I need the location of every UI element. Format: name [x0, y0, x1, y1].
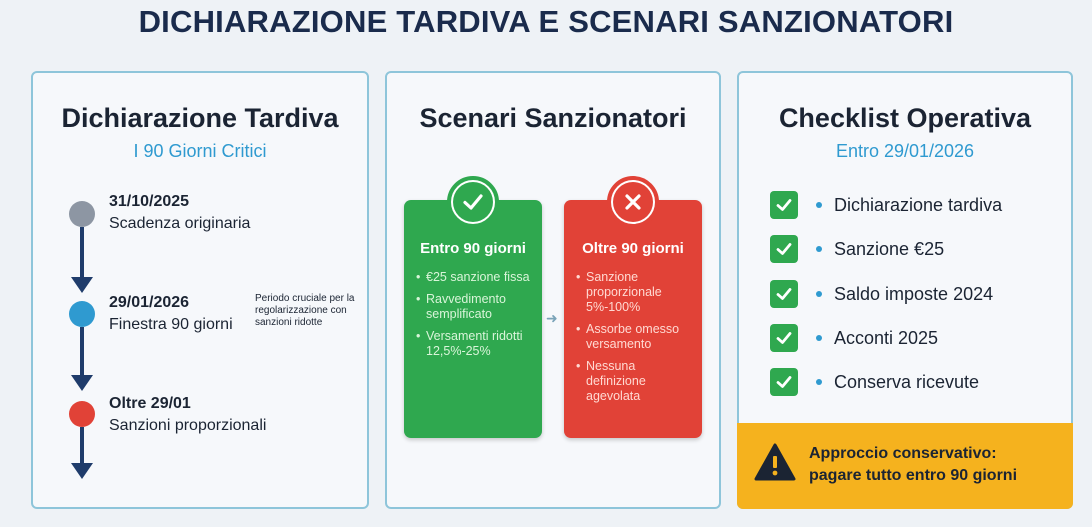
list-item: • Ravvedimento semplificato	[416, 292, 534, 322]
timeline-label: Sanzioni proporzionali	[109, 417, 267, 434]
checklist-label: Acconti 2025	[834, 327, 939, 348]
timeline-note: Periodo cruciale per la regolarizzazione con sanzioni ridotte	[255, 293, 355, 328]
panel-operative-checklist	[737, 71, 1073, 509]
scenario-list	[576, 270, 694, 411]
checkbox-checked-icon	[770, 368, 798, 396]
timeline-label: Finestra 90 giorni	[109, 316, 233, 333]
list-item: • Nessuna definizione agevolata	[576, 359, 694, 404]
panel-title: Dichiarazione Tardiva	[61, 103, 339, 133]
timeline-label: Scadenza originaria	[109, 215, 251, 232]
timeline-connector	[80, 327, 84, 377]
scenario-title: Oltre 90 giorni	[582, 240, 684, 257]
right-arrow-icon: ➜	[546, 310, 558, 326]
checklist-label: Dichiarazione tardiva	[834, 194, 1003, 215]
checklist-label: Conserva ricevute	[834, 371, 980, 392]
checkbox-checked-icon	[770, 191, 798, 219]
panel-sanction-scenarios	[385, 71, 721, 509]
checklist-item	[770, 279, 993, 309]
checkbox-checked-icon	[770, 235, 798, 263]
warning-banner	[737, 423, 1073, 509]
warning-text	[809, 443, 1059, 487]
scenario-title: Entro 90 giorni	[420, 240, 526, 257]
checklist-item	[770, 190, 1002, 220]
down-arrow-icon	[71, 277, 93, 293]
list-item: • Sanzione proporzionale 5%-100%	[576, 270, 694, 315]
bullet-icon	[816, 291, 822, 297]
close-badge	[607, 176, 659, 228]
timeline-date: 31/10/2025	[109, 193, 190, 210]
timeline-connector	[80, 427, 84, 467]
page-title: DICHIARAZIONE TARDIVA E SCENARI SANZIONATORI	[138, 4, 954, 39]
down-arrow-icon	[71, 375, 93, 391]
warning-line: pagare tutto entro 90 giorni	[809, 467, 1018, 484]
timeline-dot-red	[69, 401, 95, 427]
list-item: • Assorbe omesso versamento	[576, 322, 694, 352]
checklist-item	[770, 323, 938, 353]
timeline-dot-blue	[69, 301, 95, 327]
panel-title: Scenari Sanzionatori	[419, 103, 687, 133]
bullet-icon	[816, 202, 822, 208]
panel-title: Checklist Operativa	[778, 103, 1032, 133]
timeline-connector	[80, 227, 84, 279]
warning-icon	[753, 442, 797, 487]
panel-subtitle: Entro 29/01/2026	[835, 141, 975, 161]
down-arrow-icon	[71, 463, 93, 479]
timeline-date: 29/01/2026	[109, 294, 190, 311]
checkbox-checked-icon	[770, 324, 798, 352]
list-item: • €25 sanzione fissa	[416, 270, 534, 285]
scenario-card-within	[404, 200, 542, 438]
check-icon	[453, 182, 493, 222]
checklist-label: Saldo imposte 2024	[834, 283, 994, 304]
check-badge	[447, 176, 499, 228]
close-icon	[613, 182, 653, 222]
bullet-icon	[816, 379, 822, 385]
timeline-date: Oltre 29/01	[109, 395, 191, 412]
scenario-list	[416, 270, 534, 366]
checkbox-checked-icon	[770, 280, 798, 308]
panel-subtitle: I 90 Giorni Critici	[133, 141, 267, 161]
timeline-dot-grey	[69, 201, 95, 227]
checklist-label: Sanzione €25	[834, 238, 945, 259]
checklist-item	[770, 234, 944, 264]
list-item: • Versamenti ridotti 12,5%-25%	[416, 329, 534, 359]
bullet-icon	[816, 335, 822, 341]
panel-late-declaration	[31, 71, 369, 509]
checklist-item	[770, 367, 979, 397]
bullet-icon	[816, 246, 822, 252]
warning-line: Approccio conservativo:	[809, 445, 997, 462]
scenario-card-beyond	[564, 200, 702, 438]
